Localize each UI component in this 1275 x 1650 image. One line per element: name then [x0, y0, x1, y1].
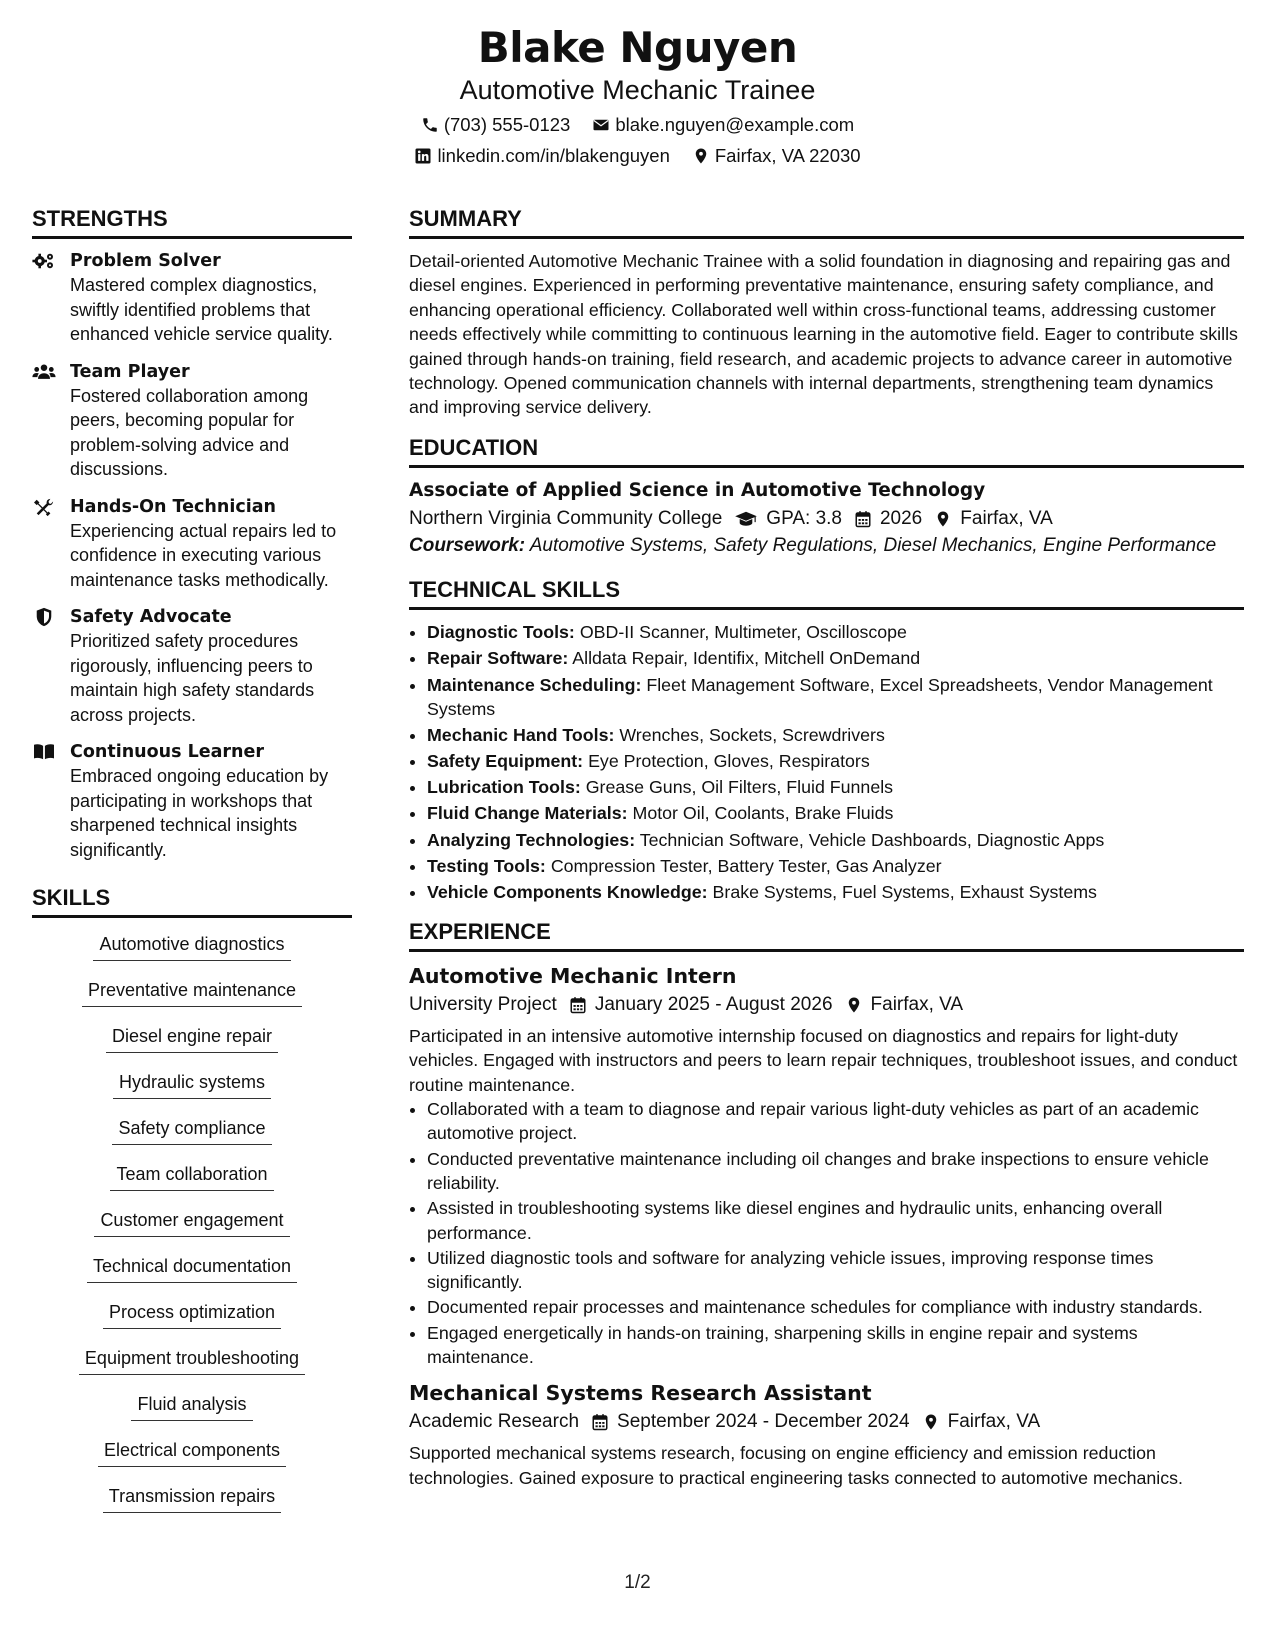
- tech-skill-label: Maintenance Scheduling:: [427, 674, 642, 695]
- location-item: [692, 144, 861, 168]
- map-pin-icon: [922, 1413, 940, 1431]
- job-bullet: • Collaborated with a team to diagnose and repair various light-duty vehicles as part of an academic automotive project.: [427, 1097, 1244, 1146]
- strength-title: Team Player: [70, 361, 190, 382]
- tech-skill-item: [427, 775, 1244, 800]
- job-dates-item: [569, 990, 833, 1020]
- job-description: Participated in an intensive automotive internship focused on diagnostics and repairs for light-duty vehicles. Engaged with instructors and peers to learn repair techniques, troubleshoot issues, and conduct routine maintenance.: [409, 1026, 1238, 1095]
- tech-skill-value: Eye Protection, Gloves, Respirators: [588, 751, 870, 772]
- strength-item: [32, 495, 352, 593]
- job-org: Academic Research: [409, 1411, 580, 1433]
- education-heading: EDUCATION: [409, 434, 1244, 468]
- technical-skills-list: [409, 620, 1244, 904]
- shield-icon: [32, 607, 56, 627]
- envelope-icon: [592, 116, 610, 134]
- tech-skill-label: Diagnostic Tools:: [427, 622, 575, 643]
- tech-skill-item: [427, 801, 1244, 826]
- degree-title: Associate of Applied Science in Automotive Technology: [409, 479, 986, 501]
- job-dates-item: [591, 1407, 910, 1437]
- tech-skill-value: Grease Guns, Oil Filters, Fluid Funnels: [585, 777, 894, 798]
- school-name: Northern Virginia Community College: [409, 507, 723, 529]
- job-dates: January 2025 - August 2026: [594, 994, 833, 1016]
- strength-item: [32, 360, 352, 482]
- strength-item: [32, 740, 352, 862]
- calendar-icon: [569, 996, 587, 1014]
- strength-desc: Fostered collaboration among peers, becoming popular for problem-solving advice and discussions.: [70, 385, 309, 479]
- users-icon: [32, 362, 56, 382]
- tech-skill-label: Mechanic Hand Tools:: [427, 725, 615, 746]
- tech-skill-item: [427, 673, 1244, 722]
- skill-item: Equipment troubleshooting: [79, 1346, 305, 1375]
- calendar-icon: [591, 1413, 609, 1431]
- strength-title: Continuous Learner: [70, 742, 265, 762]
- contact-row-2: [0, 144, 1275, 168]
- strengths-heading: STRENGTHS: [32, 205, 352, 239]
- right-column: [409, 205, 1244, 1490]
- graduation-cap-icon: [734, 510, 758, 528]
- tech-skill-label: Repair Software:: [427, 648, 569, 669]
- strength-desc: Mastered complex diagnostics, swiftly identified problems that enhanced vehicle service quality.: [70, 275, 333, 344]
- tech-skill-label: Vehicle Components Knowledge:: [427, 881, 708, 902]
- candidate-name: Blake Nguyen: [477, 23, 798, 72]
- experience-heading: EXPERIENCE: [409, 918, 1244, 952]
- coursework-label: Coursework:: [409, 534, 526, 556]
- grad-year: 2026: [879, 507, 923, 529]
- skill-item: Team collaboration: [110, 1162, 273, 1191]
- gpa-item: [734, 504, 842, 534]
- tech-skill-value: Compression Tester, Battery Tester, Gas Analyzer: [550, 855, 942, 876]
- tech-skill-item: [427, 854, 1244, 879]
- tech-skill-label: Fluid Change Materials:: [427, 803, 628, 824]
- job-location-item: [845, 990, 964, 1020]
- tech-skill-label: Testing Tools:: [427, 855, 546, 876]
- coursework-list: Automotive Systems, Safety Regulations, Diesel Mechanics, Engine Performance: [529, 534, 1217, 556]
- edu-location: Fairfax, VA: [960, 507, 1053, 529]
- job-bullet: • Engaged energetically in hands-on training, sharpening skills in engine repair and systems maintenance.: [427, 1321, 1244, 1370]
- calendar-icon: [854, 510, 872, 528]
- linkedin-item[interactable]: [414, 144, 669, 168]
- job-location: Fairfax, VA: [947, 1411, 1041, 1433]
- skill-item: Preventative maintenance: [82, 978, 302, 1007]
- job-bullet: • Conducted preventative maintenance including oil changes and brake inspections to ensure vehicle reliability.: [427, 1147, 1244, 1196]
- job-bullet: • Assisted in troubleshooting systems like diesel engines and hydraulic units, enhancing overall performance.: [427, 1196, 1244, 1245]
- strength-desc: Experiencing actual repairs led to confidence in executing various maintenance tasks methodically.: [70, 520, 337, 590]
- job-org: University Project: [409, 994, 557, 1016]
- education-meta: [409, 504, 1244, 534]
- linkedin-link[interactable]: linkedin.com/in/blakenguyen: [437, 145, 670, 166]
- strength-desc: Prioritized safety procedures rigorously, influencing peers to maintain high safety standards across projects.: [70, 631, 315, 725]
- contact-row-1: [0, 113, 1275, 137]
- book-icon: [32, 742, 56, 762]
- tech-skill-value: OBD-II Scanner, Multimeter, Oscilloscope: [579, 622, 907, 643]
- tech-skill-item: [427, 620, 1244, 645]
- job-description: Supported mechanical systems research, focusing on engine efficiency and emission reduction technologies. Gained exposure to practical engineering tasks connected to automotive mechanics.: [409, 1443, 1183, 1488]
- job-dates: September 2024 - December 2024: [617, 1411, 910, 1433]
- tech-skill-label: Analyzing Technologies:: [427, 829, 636, 850]
- gpa-text: GPA: 3.8: [766, 507, 842, 529]
- skill-item: Technical documentation: [87, 1254, 297, 1283]
- strength-item: [32, 249, 352, 347]
- phone-text: (703) 555-0123: [443, 114, 571, 135]
- skill-item: Process optimization: [103, 1300, 281, 1329]
- tech-skill-item: [427, 749, 1244, 774]
- job-entry: [409, 1379, 1244, 1490]
- tech-skill-item: [427, 880, 1244, 905]
- tech-skill-label: Safety Equipment:: [427, 751, 584, 772]
- job-title: Automotive Mechanic Intern: [409, 964, 737, 989]
- strength-desc: Embraced ongoing education by participating in workshops that sharpened technical insights significantly.: [70, 766, 329, 860]
- left-column: [32, 205, 352, 1530]
- candidate-title: Automotive Mechanic Trainee: [459, 75, 816, 105]
- phone-icon: [421, 116, 439, 134]
- skills-list: [32, 932, 352, 1530]
- location-text: Fairfax, VA 22030: [714, 145, 861, 166]
- tools-icon: [32, 497, 56, 517]
- skill-item: Electrical components: [98, 1438, 286, 1467]
- linkedin-icon: [414, 147, 432, 165]
- job-bullet: • Utilized diagnostic tools and software for analyzing vehicle issues, improving response times significantly.: [427, 1246, 1244, 1295]
- job-location: Fairfax, VA: [870, 994, 964, 1016]
- gears-icon: [32, 251, 56, 271]
- coursework: [409, 534, 1244, 559]
- page-number: 1/2: [624, 1572, 651, 1593]
- tech-skill-value: Motor Oil, Coolants, Brake Fluids: [632, 803, 894, 824]
- skill-item: Hydraulic systems: [113, 1070, 271, 1099]
- email-link[interactable]: blake.nguyen@example.com: [615, 114, 855, 135]
- tech-skill-value: Alldata Repair, Identifix, Mitchell OnDemand: [572, 648, 921, 669]
- strength-title: Problem Solver: [70, 251, 221, 271]
- skill-item: Safety compliance: [112, 1116, 271, 1145]
- skill-item: Automotive diagnostics: [93, 932, 290, 961]
- map-pin-icon: [845, 996, 863, 1014]
- job-location-item: [922, 1407, 1041, 1437]
- email-item[interactable]: [592, 113, 854, 137]
- strength-title: Safety Advocate: [70, 607, 232, 627]
- tech-skill-item: [427, 646, 1244, 671]
- strength-title: Hands-On Technician: [70, 496, 276, 517]
- resume-header: [0, 22, 1275, 168]
- skills-heading: SKILLS: [32, 884, 352, 918]
- job-bullet: • Documented repair processes and maintenance schedules for compliance with industry standards.: [427, 1295, 1244, 1319]
- skill-item: Customer engagement: [94, 1208, 289, 1237]
- tech-skill-item: [427, 828, 1244, 853]
- skill-item: Transmission repairs: [103, 1484, 281, 1513]
- skill-item: Fluid analysis: [131, 1392, 252, 1421]
- job-bullets: [409, 1097, 1244, 1369]
- tech-skill-item: [427, 723, 1244, 748]
- edu-location-item: [934, 504, 1053, 534]
- tech-skill-label: Lubrication Tools:: [427, 777, 581, 798]
- summary-text: Detail-oriented Automotive Mechanic Trainee with a solid foundation in diagnosing and repairing gas and diesel engines. Experienced in performing preventative maintenance, ensuring safety compliance, and enhancing operational efficiency. Collaborated well within cross-functional teams, addressing customer needs effectively while committing to continuous learning in the automotive field. Eager to contribute skills gained through hands-on training, field research, and academic projects to advance career in automotive technology. Opened communication channels with internal departments, strengthening team dynamics and improving service delivery.: [409, 251, 1238, 418]
- job-title: Mechanical Systems Research Assistant: [409, 1381, 872, 1406]
- map-pin-icon: [692, 147, 710, 165]
- tech-skill-value: Wrenches, Sockets, Screwdrivers: [619, 725, 885, 746]
- job-meta: [409, 1407, 1244, 1437]
- map-pin-icon: [934, 510, 952, 528]
- technical-skills-heading: TECHNICAL SKILLS: [409, 576, 1244, 610]
- tech-skill-value: Fleet Management Software, Excel Spreadsheets, Vendor Management Systems: [427, 674, 1213, 720]
- job-entry: [409, 962, 1244, 1369]
- tech-skill-value: Technician Software, Vehicle Dashboards, Diagnostic Apps: [639, 829, 1105, 850]
- strength-item: [32, 605, 352, 727]
- job-meta: [409, 990, 1244, 1020]
- phone-item: [421, 113, 571, 137]
- skill-item: Diesel engine repair: [106, 1024, 278, 1053]
- summary-heading: SUMMARY: [409, 205, 1244, 239]
- year-item: [854, 504, 922, 534]
- tech-skill-value: Brake Systems, Fuel Systems, Exhaust Systems: [712, 881, 1097, 902]
